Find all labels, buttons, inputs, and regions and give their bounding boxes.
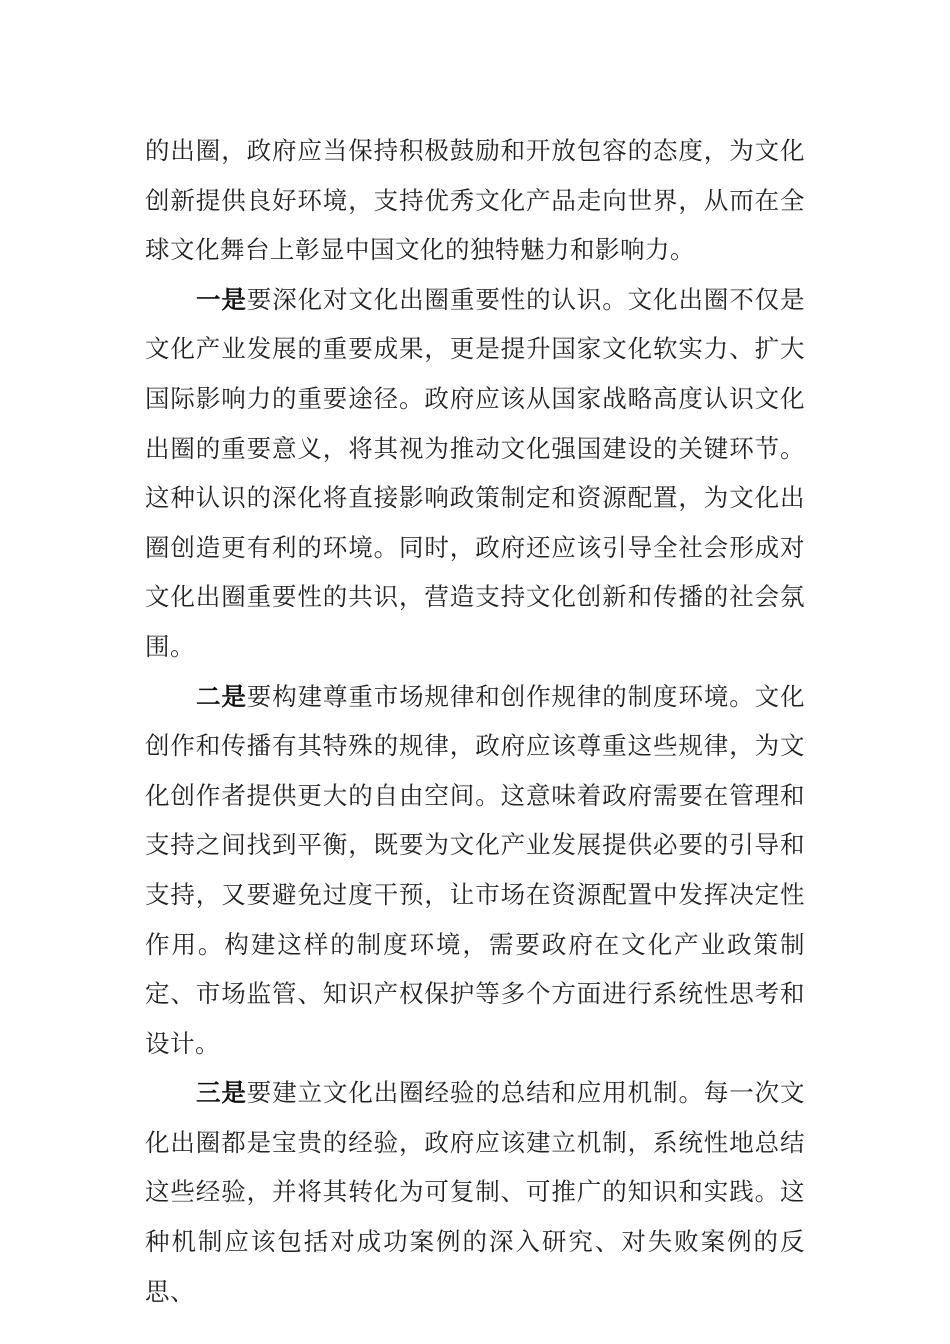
paragraph-point-three bbox=[145, 1068, 805, 1316]
paragraph-point-two bbox=[145, 672, 805, 1069]
paragraph-text: 要构建尊重市场规律和创作规律的制度环境。文化创作和传播有其特殊的规律，政府应该尊重这些规律，为文化创作者提供更大的自由空间。这意味着政府需要在管理和支持之间找到平衡，既要为文化产业发展提供必要的引导和支持，又要避免过度干预，让市场在资源配置中发挥决定性作用。构建这样的制度环境，需要政府在文化产业政策制定、市场监管、知识产权保护等多个方面进行系统性思考和设计。 bbox=[145, 681, 806, 1058]
document-body bbox=[145, 126, 805, 1316]
paragraph-text: 要建立文化出圈经验的总结和应用机制。每一次文化出圈都是宝贵的经验，政府应该建立机制，系统性地总结这些经验，并将其转化为可复制、可推广的知识和实践。这种机制应该包括对成功案例的深入研究、对失败案例的反思、 bbox=[145, 1078, 806, 1306]
paragraph-text: 要深化对文化出圈重要性的认识。文化出圈不仅是文化产业发展的重要成果，更是提升国家文化软实力、扩大国际影响力的重要途径。政府应该从国家战略高度认识文化出圈的重要意义，将其视为推动文化强国建设的关键环节。这种认识的深化将直接影响政策制定和资源配置，为文化出圈创造更有利的环境。同时，政府还应该引导全社会形成对文化出圈重要性的共识，营造支持文化创新和传播的社会氛围。 bbox=[145, 284, 806, 661]
paragraph-text: 的出圈，政府应当保持积极鼓励和开放包容的态度，为文化创新提供良好环境，支持优秀文化产品走向世界，从而在全球文化舞台上彰显中国文化的独特魅力和影响力。 bbox=[145, 136, 805, 265]
paragraph-point-one bbox=[145, 275, 805, 672]
paragraph-lead-label: 一是 bbox=[196, 284, 247, 314]
paragraph-lead-label: 二是 bbox=[196, 681, 247, 711]
paragraph-lead-label: 三是 bbox=[196, 1078, 247, 1108]
paragraph-intro-continuation bbox=[145, 126, 805, 275]
